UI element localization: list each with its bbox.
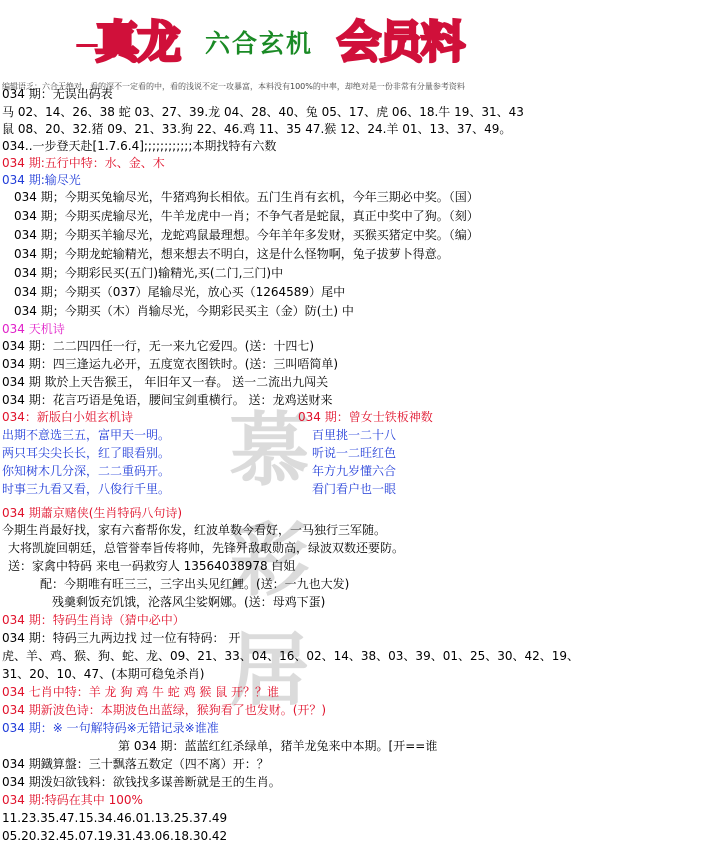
text-line-47: 05.20.32.45.07.19.31.43.06.18.30.42 bbox=[2, 829, 228, 843]
text-line-36: 034 期：特码三九两边找 过一位有特码： 开 bbox=[2, 631, 241, 645]
disclaimer-notice: 编辑语乏：六合无绝对，看的深不一定看的中，看的浅说不定一攻暴富，本料没有100%的中率，却绝对是一份非常有分量参考资料 bbox=[2, 82, 465, 91]
text-line-30: 今期生肖最好找，家有六畜帮你发，红波单数今看好，一马独行三军随。 bbox=[2, 523, 387, 537]
text-line-38: 31、20、10、47、(本期可稳兔杀肖) bbox=[2, 667, 205, 681]
text-line-45: 034 期:特码在其中 100% bbox=[2, 793, 143, 807]
text-line-43: 034 期鐡算盤：三十飘落五数定（四不离）开：？ bbox=[2, 757, 269, 771]
page-title bbox=[75, 6, 505, 66]
title-part1: 真龙 bbox=[95, 17, 179, 68]
text-line-4: 034..一步登天赴[1.7.6.4];;;;;;;;;;;;本期找特有六数 bbox=[2, 139, 277, 153]
text-line-5: 034 期:五行中特：水、金、木 bbox=[2, 156, 165, 170]
title-part3: 会员料 bbox=[337, 17, 463, 68]
text-line-24: 听说一二旺红色 bbox=[312, 446, 397, 460]
text-line-44: 034 期泼妇欲钱料：欲钱找多谋善断就是王的生肖。 bbox=[2, 775, 281, 789]
text-line-17: 034 期 欺於上天告猴王， 年旧年又一春。 送一二流出九闯关 bbox=[2, 375, 329, 389]
text-line-31: 大将凯旋回朝廷，总管誉奉旨传将帅，先锋歼敌取勋高，绿波双数还要防。 bbox=[8, 541, 405, 555]
text-line-10: 034 期；今期龙蛇输精光，想来想去不明白，这是什么怪物啊，兔子拔萝卜得意。 bbox=[14, 247, 449, 261]
text-line-15: 034 期：二二四四任一行，无一来九它爱四。(送：十四七) bbox=[2, 339, 315, 353]
text-line-35: 034 期：特码生肖诗（猜中必中） bbox=[2, 613, 185, 627]
text-line-18: 034 期：花言巧语是兔语，腰间宝剑重横行。 送：龙鸡送财来 bbox=[2, 393, 333, 407]
text-line-42: 第 034 期：蓝蓝红红杀绿单，猪羊龙兔来中本期。[开==谁 bbox=[118, 739, 438, 753]
text-line-23: 两只耳尖尖长长，红了眼看别。 bbox=[2, 446, 171, 460]
watermark-char-1: 慕 bbox=[229, 403, 310, 497]
text-line-11: 034 期；今期彩民买(五门)输精光,买(二门,三门)中 bbox=[14, 266, 284, 280]
text-line-28: 看门看户也一眼 bbox=[312, 482, 397, 496]
text-line-33: 配：今期唯有旺三三，三字出头见红鲤。(送：一九也大发) bbox=[40, 577, 350, 591]
text-line-9: 034 期；今期买羊输尽光，龙蛇鸡鼠最理想。今年羊年多发财，买猴买猪定中奖。（编） bbox=[14, 228, 479, 242]
text-line-2: 马 02、14、26、38 蛇 03、27、39.龙 04、28、40、兔 05、17、虎 06、18.牛 19、31、43 bbox=[2, 105, 524, 119]
watermark-char-3: 居 bbox=[229, 623, 310, 717]
text-line-3: 鼠 08、20、32.猪 09、21、33.狗 22、46.鸡 11、35 47.猴 12、24.羊 01、13、37、49。 bbox=[2, 122, 512, 136]
text-line-25: 你知树木几分深，二二重码开。 bbox=[2, 464, 171, 478]
text-line-34: 残羹剩饭充饥饿，沦落风尘娑婀娜。(送：母鸡下蛋) bbox=[52, 595, 326, 609]
text-line-1: 034 期：无误出码表 bbox=[2, 87, 113, 101]
text-line-6: 034 期:输尽光 bbox=[2, 173, 81, 187]
text-line-12: 034 期；今期买（037）尾输尽光，放心买（1264589）尾中 bbox=[14, 285, 346, 299]
title-dash: — bbox=[75, 30, 99, 58]
text-line-19: 034：新版白小姐玄机诗 bbox=[2, 410, 133, 424]
text-line-37: 虎、羊、鸡、猴、狗、蛇、龙、09、21、33、04、16、02、14、38、03、39、01、25、30、42、19、 bbox=[2, 649, 580, 663]
text-line-40: 034 期新波色诗：本期波色出蓝绿，猴狗看了也发财。(开？) bbox=[2, 703, 327, 717]
text-line-21: 出期不意选三五，富甲天一明。 bbox=[2, 428, 171, 442]
text-line-32: 送：家禽中特码 来电一码救穷人 13564038978 白姐 bbox=[8, 559, 296, 573]
text-line-14: 034 天机诗 bbox=[2, 322, 65, 336]
text-line-22: 百里挑一二十八 bbox=[312, 428, 397, 442]
text-line-46: 11.23.35.47.15.34.46.01.13.25.37.49 bbox=[2, 811, 228, 825]
title-part2: 六合玄机 bbox=[205, 29, 314, 58]
text-line-16: 034 期：四三逢运九必开，五度宽衣图铁时。(送：三叫唔简单) bbox=[2, 357, 339, 371]
text-line-20: 034 期：曾女士铁板神数 bbox=[298, 410, 433, 424]
watermark-char-2: 彩 bbox=[229, 513, 310, 607]
text-line-39: 034 七肖中特：羊 龙 狗 鸡 牛 蛇 鸡 猴 鼠 开？？谁 bbox=[2, 685, 280, 699]
text-line-8: 034 期；今期买虎输尽光，牛羊龙虎中一肖；不争气者是蛇鼠，真正中奖中了狗。（刻） bbox=[14, 209, 479, 223]
text-line-41: 034 期：※ 一句解特码※无错记录※谁准 bbox=[2, 721, 219, 735]
text-line-27: 时事三九看又看，八俊行千里。 bbox=[2, 482, 171, 496]
text-line-29: 034 期蕭京赌侠(生肖特码八句诗) bbox=[2, 506, 183, 520]
text-line-13: 034 期；今期买（木）肖输尽光，今期彩民买主（金）防(土) 中 bbox=[14, 304, 354, 318]
text-line-7: 034 期；今期买兔输尽光，牛猪鸡狗长相依。五门生肖有玄机，今年三期必中奖。（国） bbox=[14, 190, 479, 204]
text-line-26: 年方九岁懂六合 bbox=[312, 464, 397, 478]
